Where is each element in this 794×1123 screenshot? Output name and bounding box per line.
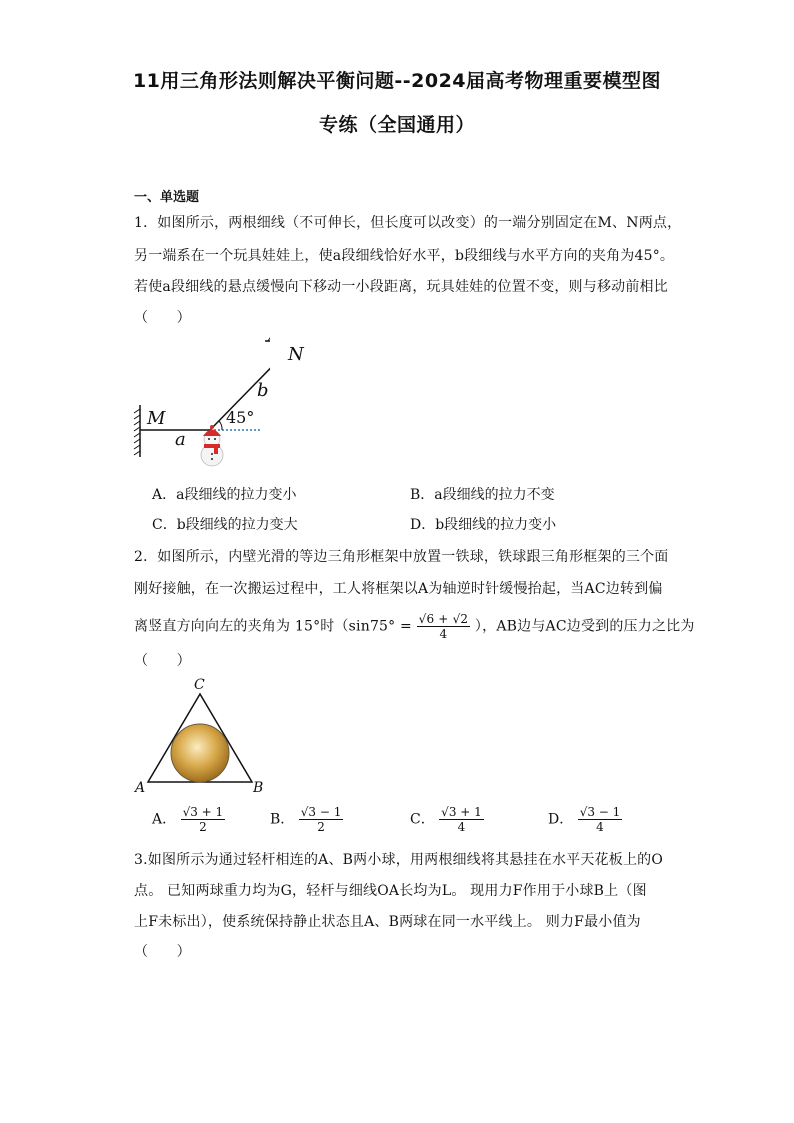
q2-option-c-den: 4 (457, 820, 466, 834)
q2-option-a-fraction (181, 805, 226, 834)
q1-text-line-3: 若使a段细线的悬点缓慢向下移动一小段距离，玩具娃娃的位置不变，则与移动前相比 (134, 279, 668, 295)
q3-text-line-1: 3.如图所示为通过轻杆相连的A、B两小球，用两根细线将其悬挂在水平天花板上的O (134, 852, 664, 868)
section-heading: 一、单选题 (134, 190, 200, 205)
q2-option-d-label: D． (548, 811, 574, 828)
q2-option-a-label: A． (152, 811, 177, 828)
q1-answer-paren: （ ） (134, 310, 191, 326)
q2-figure (140, 680, 270, 800)
q2-text-line-2: 刚好接触，在一次搬运过程中，工人将框架以A为轴逆时针缓慢抬起，当AC边转到偏 (134, 581, 663, 597)
sin75-denominator: 4 (439, 627, 448, 641)
q1-text-line-1: 1．如图所示，两根细线（不可伸长，但长度可以改变）的一端分别固定在M、N两点， (134, 215, 682, 231)
label-m: M (147, 408, 166, 429)
label-angle: 45° (226, 408, 255, 427)
label-a: a (175, 429, 186, 450)
wall-hatch (134, 409, 140, 455)
q2-text-line-1: 2．如图所示，内壁光滑的等边三角形框架中放置一铁球，铁球跟三角形框架的三个面 (134, 549, 669, 565)
q2-option-c-label: C． (410, 811, 435, 828)
q3-answer-paren: （ ） (134, 944, 191, 960)
ceiling-hatch (268, 335, 270, 341)
q1-option-a[interactable]: A．a段细线的拉力变小 (152, 487, 297, 503)
label-a-vertex: A (135, 780, 146, 796)
label-c: C (194, 677, 205, 693)
page-title-line-1: 11用三角形法则解决平衡问题--2024届高考物理重要模型图 (132, 70, 662, 92)
sin75-fraction (417, 612, 471, 641)
q3-text-line-2: 点。 已知两球重力均为G，轻杆与细线OA长均为L。 现用力F作用于小球B上（图 (134, 883, 647, 899)
q2-option-c[interactable] (410, 805, 484, 834)
label-n: N (288, 344, 304, 365)
q1-figure (130, 335, 270, 475)
q2-option-b-num: √3 − 1 (300, 805, 342, 819)
q2-option-d-num: √3 − 1 (579, 805, 621, 819)
q2-answer-paren: （ ） (134, 653, 191, 669)
q2-line3-pre: 离竖直方向向左的夹角为 15°时（sin75° = (134, 618, 412, 635)
q2-option-b[interactable] (270, 805, 343, 834)
label-b-vertex: B (253, 780, 264, 796)
toy-doll-icon (201, 425, 223, 466)
q3-text-line-3: 上F未标出），使系统保持静止状态且A、B两球在同一水平线上。 则力F最小值为 (134, 914, 641, 930)
q1-option-d[interactable]: D．b段细线的拉力变小 (410, 517, 557, 533)
iron-ball (171, 724, 229, 782)
q2-option-a-num: √3 + 1 (182, 805, 224, 819)
q1-text-line-2: 另一端系在一个玩具娃娃上，使a段细线恰好水平，b段细线与水平方向的夹角为45°。 (134, 248, 675, 264)
q2-option-c-fraction (439, 805, 484, 834)
page-title-line-2: 专练（全国通用） (318, 114, 475, 136)
q2-line3-post: ），AB边与AC边受到的压力之比为 (474, 618, 695, 635)
q2-option-b-fraction (299, 805, 344, 834)
label-b: b (257, 380, 269, 401)
q2-option-c-num: √3 + 1 (441, 805, 482, 819)
angle-arc (219, 421, 222, 430)
q2-option-d-den: 4 (596, 820, 604, 834)
sin75-numerator: √6 + √2 (418, 612, 469, 626)
q2-option-a[interactable] (152, 805, 225, 834)
q2-option-d[interactable] (548, 805, 622, 834)
q1-option-b[interactable]: B．a段细线的拉力不变 (410, 487, 555, 503)
q2-option-b-den: 2 (317, 820, 325, 834)
q2-option-a-den: 2 (199, 820, 207, 834)
q2-option-b-label: B． (270, 811, 295, 828)
q2-text-line-3 (134, 612, 695, 641)
q2-option-d-fraction (578, 805, 623, 834)
q1-option-c[interactable]: C．b段细线的拉力变大 (152, 517, 298, 533)
